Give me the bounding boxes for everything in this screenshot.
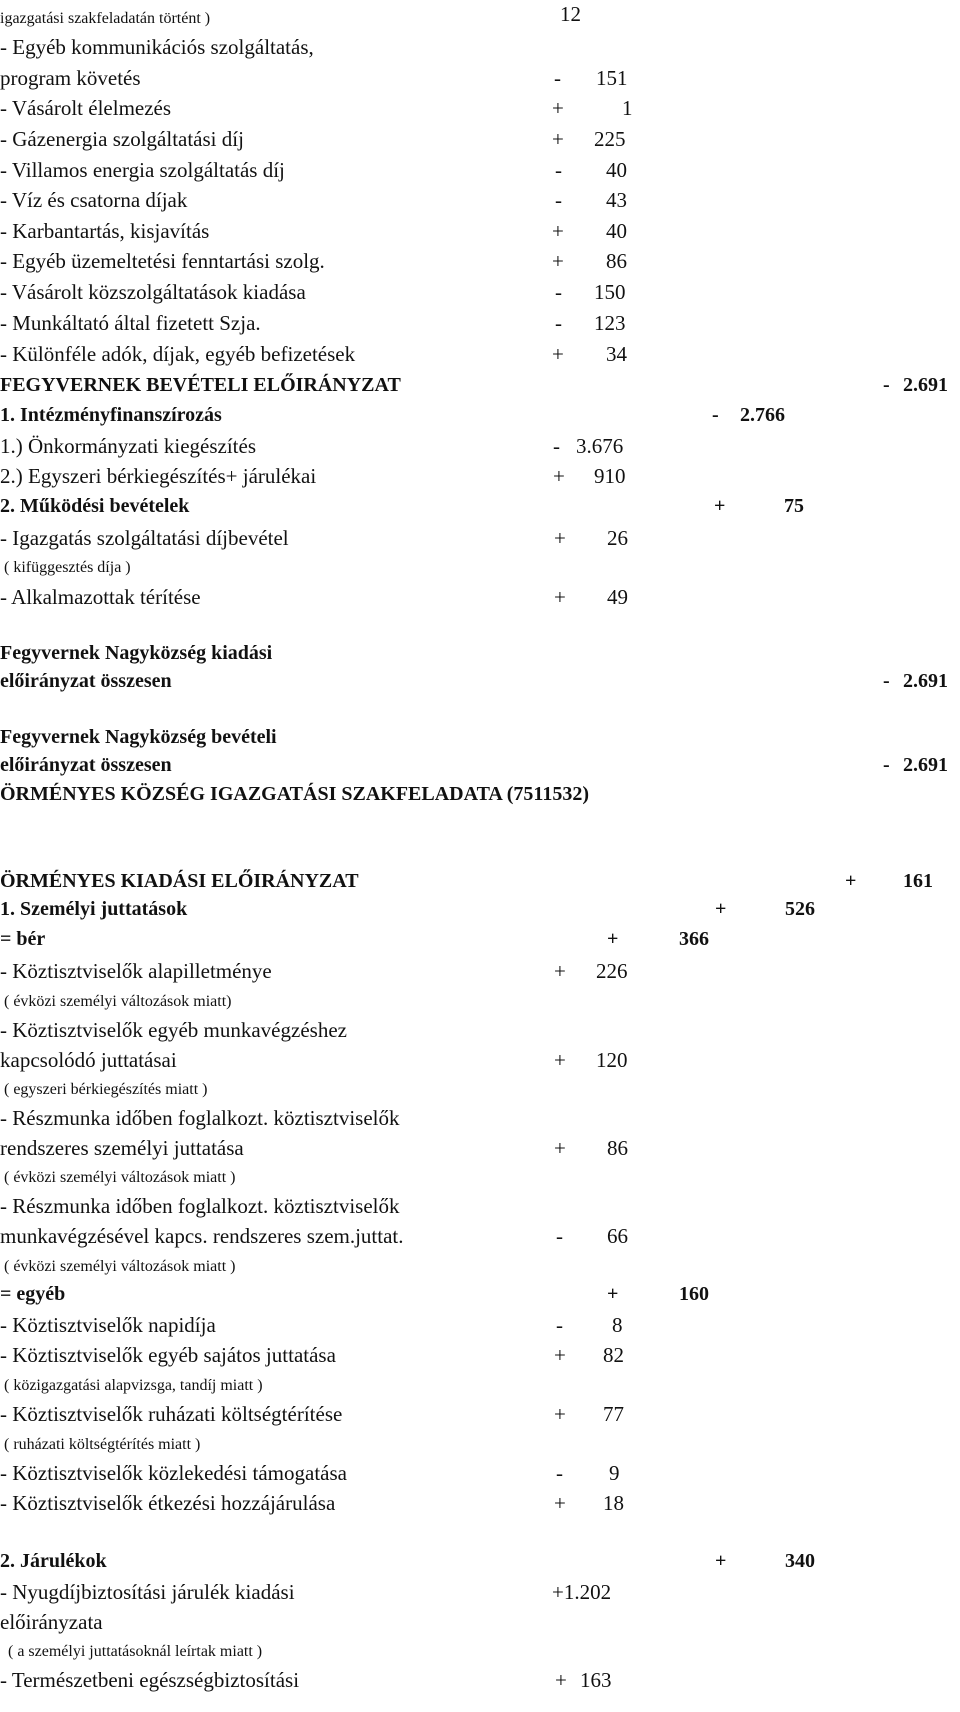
line-value: 9 [609, 1461, 620, 1485]
line-sign: + [554, 1491, 566, 1515]
line-value: 161 [903, 870, 933, 892]
line-value: 75 [784, 495, 804, 517]
line-label: ( ruházati költségtérítés miatt ) [4, 1436, 201, 1453]
line-label: = bér [0, 928, 46, 950]
line-label: ( kifüggesztés díja ) [4, 559, 131, 576]
line-sign: + [715, 1550, 727, 1572]
line-value: 2.766 [740, 404, 785, 426]
line-label: 1. Személyi juttatások [0, 898, 188, 920]
line-label: előirányzat összesen [0, 754, 172, 776]
line-value: 18 [603, 1491, 624, 1515]
line-value: 40 [606, 219, 627, 243]
line-label: - Vásárolt közszolgáltatások kiadása [0, 280, 306, 304]
line-sign: - [556, 1461, 563, 1485]
line-sign: + [552, 219, 564, 243]
line-label: ÖRMÉNYES KIADÁSI ELŐIRÁNYZAT [0, 870, 359, 892]
line-value: 160 [679, 1283, 709, 1305]
line-label: ( évközi személyi változások miatt ) [4, 1258, 236, 1275]
line-sign: + [554, 959, 566, 983]
line-sign: + [554, 526, 566, 550]
line-sign: + [714, 495, 726, 517]
line-label: 2. Járulékok [0, 1550, 107, 1572]
line-sign: + [554, 1136, 566, 1160]
line-value: 43 [606, 188, 627, 212]
line-label: - Víz és csatorna díjak [0, 188, 188, 212]
line-sign: + [554, 1402, 566, 1426]
line-value: 526 [785, 898, 815, 920]
line-sign: + [845, 870, 857, 892]
line-label: igazgatási szakfeladatán történt ) [0, 10, 211, 27]
line-sign: + [554, 1343, 566, 1367]
line-value: 123 [594, 311, 626, 335]
line-value: 163 [580, 1668, 612, 1692]
line-value: 2.691 [903, 670, 948, 692]
line-label: - Különféle adók, díjak, egyéb befizetések [0, 342, 356, 366]
line-label: - Köztisztviselők alapilletménye [0, 959, 272, 983]
line-value: 910 [594, 464, 626, 488]
line-label: - Részmunka időben foglalkozt. köztisztviselők [0, 1194, 400, 1218]
line-label: program követés [0, 66, 141, 90]
line-label: 2. Működési bevételek [0, 495, 190, 517]
line-label: - Köztisztviselők egyéb munkavégzéshez [0, 1018, 347, 1042]
line-label: kapcsolódó juttatásai [0, 1048, 177, 1072]
line-sign: + [554, 585, 566, 609]
line-value: 2.691 [903, 374, 948, 396]
line-value: 2.691 [903, 754, 948, 776]
line-label: - Természetbeni egészségbiztosítási [0, 1668, 300, 1692]
line-label: rendszeres személyi juttatása [0, 1136, 244, 1160]
line-sign: + [607, 928, 619, 950]
line-value: 3.676 [576, 434, 624, 458]
line-sign: - [555, 158, 562, 182]
line-sign: - [883, 754, 890, 776]
line-value: 1 [622, 96, 633, 120]
line-label: - Nyugdíjbiztosítási járulék kiadási [0, 1580, 295, 1604]
line-label: ( évközi személyi változások miatt) [4, 993, 232, 1010]
line-label: - Vásárolt élelmezés [0, 96, 172, 120]
line-label: - Köztisztviselők közlekedési támogatása [0, 1461, 347, 1485]
line-sign: + [607, 1283, 619, 1305]
line-label: ( a személyi juttatásoknál leírtak miatt ) [8, 1643, 263, 1660]
line-sign: + [552, 249, 564, 273]
line-value: 8 [612, 1313, 623, 1337]
line-label: munkavégzésével kapcs. rendszeres szem.juttat. [0, 1224, 404, 1248]
line-sign: + [715, 898, 727, 920]
line-sign: - [553, 434, 560, 458]
line-value: 225 [594, 127, 626, 151]
line-label: ÖRMÉNYES KÖZSÉG IGAZGATÁSI SZAKFELADATA (7511532) [0, 783, 589, 805]
line-value: 226 [596, 959, 628, 983]
line-value: 34 [606, 342, 627, 366]
line-label: Fegyvernek Nagyközség kiadási [0, 642, 273, 664]
line-label: 1. Intézményfinanszírozás [0, 404, 222, 426]
line-sign: - [554, 66, 561, 90]
line-value: 120 [596, 1048, 628, 1072]
line-label: - Alkalmazottak térítése [0, 585, 201, 609]
line-label: - Gázenergia szolgáltatási díj [0, 127, 244, 151]
line-label: - Munkáltató által fizetett Szja. [0, 311, 261, 335]
line-value: 86 [606, 249, 627, 273]
line-label: - Köztisztviselők napidíja [0, 1313, 216, 1337]
line-label: = egyéb [0, 1283, 66, 1305]
line-value: 151 [596, 66, 628, 90]
line-label: - Igazgatás szolgáltatási díjbevétel [0, 526, 289, 550]
line-label: - Egyéb kommunikációs szolgáltatás, [0, 35, 314, 59]
line-value: +1.202 [552, 1580, 612, 1604]
line-value: 66 [607, 1224, 628, 1248]
line-value: 49 [607, 585, 628, 609]
line-sign: + [552, 127, 564, 151]
line-value: 26 [607, 526, 628, 550]
line-value: 82 [603, 1343, 624, 1367]
line-label: előirányzat összesen [0, 670, 172, 692]
line-label: Fegyvernek Nagyközség bevételi [0, 726, 277, 748]
line-label: - Karbantartás, kisjavítás [0, 219, 210, 243]
line-label: 1.) Önkormányzati kiegészítés [0, 434, 256, 458]
line-sign: + [552, 342, 564, 366]
line-value: 40 [606, 158, 627, 182]
line-label: - Egyéb üzemeltetési fenntartási szolg. [0, 249, 325, 273]
line-sign: + [554, 1048, 566, 1072]
line-sign: + [555, 1668, 567, 1692]
line-value: 340 [785, 1550, 815, 1572]
line-sign: - [712, 404, 719, 426]
line-value: 77 [603, 1402, 624, 1426]
line-label: ( egyszeri bérkiegészítés miatt ) [4, 1081, 208, 1098]
line-value: 150 [594, 280, 626, 304]
line-label: - Köztisztviselők étkezési hozzájárulása [0, 1491, 336, 1515]
line-sign: - [883, 670, 890, 692]
line-sign: - [883, 374, 890, 396]
line-sign: - [556, 1224, 563, 1248]
line-value: 366 [679, 928, 709, 950]
line-sign: - [555, 280, 562, 304]
line-label: ( közigazgatási alapvizsga, tandíj miatt ) [4, 1377, 263, 1394]
line-sign: - [555, 311, 562, 335]
line-label: - Köztisztviselők ruházati költségtérítése [0, 1402, 343, 1426]
line-sign: - [556, 1313, 563, 1337]
line-value: 86 [607, 1136, 628, 1160]
page-number: 12 [560, 2, 581, 26]
line-sign: + [553, 464, 565, 488]
line-label: - Részmunka időben foglalkozt. köztisztviselők [0, 1106, 400, 1130]
line-sign: + [552, 96, 564, 120]
line-label: - Villamos energia szolgáltatás díj [0, 158, 285, 182]
line-label: előirányzata [0, 1610, 103, 1634]
line-sign: - [555, 188, 562, 212]
line-label: ( évközi személyi változások miatt ) [4, 1169, 236, 1186]
line-label: FEGYVERNEK BEVÉTELI ELŐIRÁNYZAT [0, 374, 401, 396]
line-label: 2.) Egyszeri bérkiegészítés+ járulékai [0, 464, 317, 488]
line-label: - Köztisztviselők egyéb sajátos juttatása [0, 1343, 336, 1367]
